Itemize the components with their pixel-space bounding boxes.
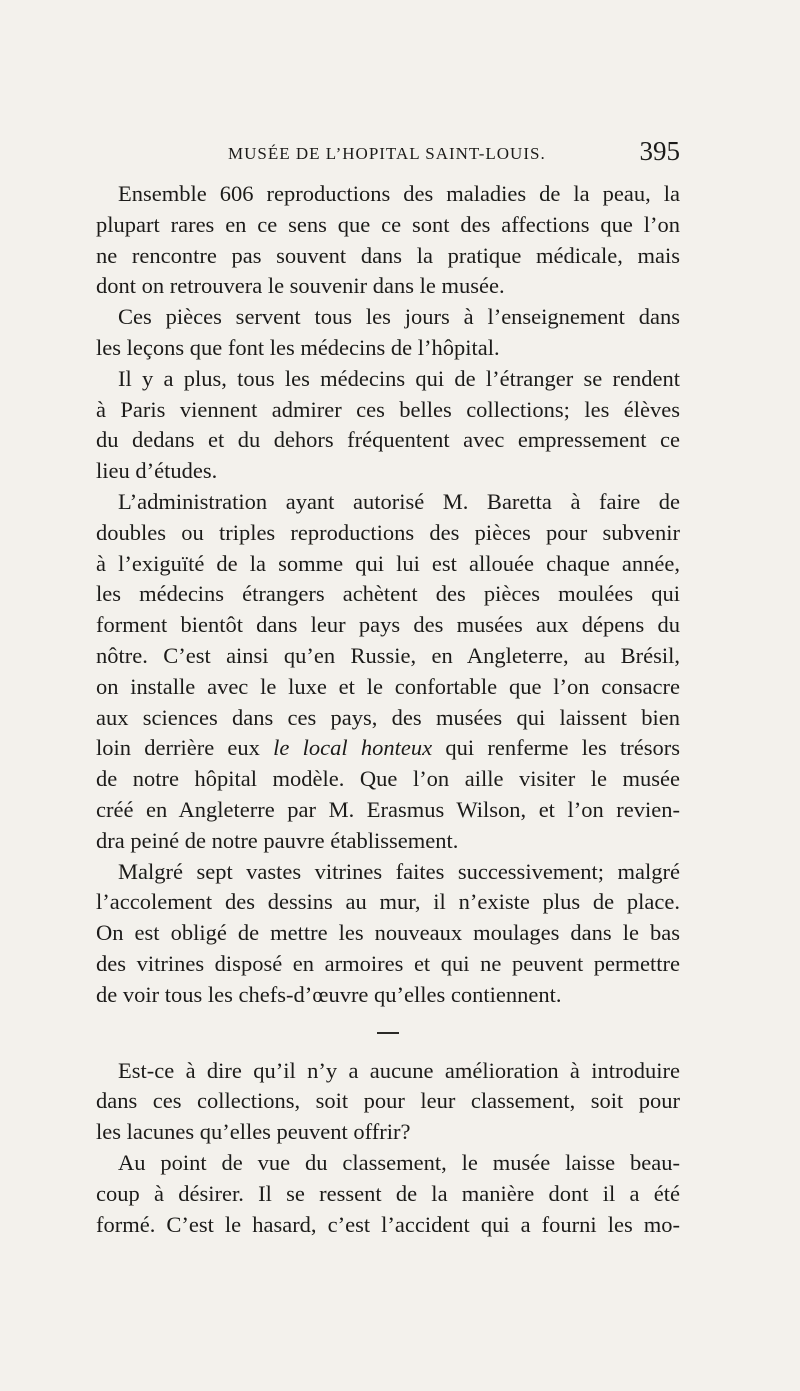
text-line: dra peiné de notre pauvre établissement. — [96, 827, 459, 853]
text-line: forment bientôt dans leur pays des musées aux dépens du — [96, 612, 680, 638]
italic-phrase: le local honteux — [273, 735, 433, 761]
text-line: les lacunes qu’elles peuvent offrir? — [96, 1119, 411, 1145]
text-line: les leçons que font les médecins de l’hôpital. — [96, 334, 500, 360]
text-line: dont on retrouvera le souvenir dans le musée. — [96, 273, 505, 299]
paragraph — [96, 487, 680, 857]
text-run: qui renferme les trésors — [432, 735, 681, 761]
text-line: créé en Angleterre par M. Erasmus Wilson, et l’on revien- — [96, 796, 680, 822]
paragraph — [96, 1056, 680, 1148]
text-line: ne rencontre pas souvent dans la pratique médicale, mais — [96, 242, 680, 268]
section-separator — [377, 1032, 399, 1034]
text-line: Il y a plus, tous les médecins qui de l’étranger se rendent — [118, 365, 680, 391]
text-line: aux sciences dans ces pays, des musées qui laissent bien — [96, 704, 680, 730]
text-line: des vitrines disposé en armoires et qui ne peuvent permettre — [96, 950, 680, 976]
text-line — [96, 733, 680, 764]
text-line: Ensemble 606 reproductions des maladies de la peau, la — [118, 181, 680, 206]
text-line: lieu d’études. — [96, 458, 218, 484]
text-line: L’administration ayant autorisé M. Baretta à faire de — [118, 488, 680, 514]
text-line: de voir tous les chefs-d’œuvre qu’elles contiennent. — [96, 981, 562, 1007]
text-line: Est-ce à dire qu’il n’y a aucune amélioration à introduire — [118, 1057, 680, 1083]
text-line: Au point de vue du classement, le musée laisse beau- — [118, 1149, 680, 1175]
text-line: on installe avec le luxe et le confortable que l’on consacre — [96, 673, 680, 699]
page-number: 395 — [639, 136, 680, 166]
body-text — [96, 179, 680, 1240]
page-header — [96, 136, 680, 172]
text-line: dans ces collections, soit pour leur classement, soit pour — [96, 1088, 680, 1114]
text-line: de notre hôpital modèle. Que l’on aille visiter le musée — [96, 766, 680, 792]
text-line: les médecins étrangers achètent des pièces moulées qui — [96, 581, 680, 607]
running-title: MUSÉE DE L’HOPITAL SAINT-LOUIS. — [228, 144, 546, 163]
text-line: doubles ou triples reproductions des pièces pour subvenir — [96, 519, 680, 545]
text-line: coup à désirer. Il se ressent de la manière dont il a été — [96, 1180, 680, 1206]
text-line: du dedans et du dehors fréquentent avec empressement ce — [96, 427, 680, 453]
text-line: à Paris viennent admirer ces belles collections; les élèves — [96, 396, 680, 422]
text-run: loin derrière eux — [96, 735, 274, 761]
text-line: à l’exiguïté de la somme qui lui est allouée chaque année, — [96, 550, 680, 576]
paragraph — [96, 364, 680, 487]
text-line: Malgré sept vastes vitrines faites successivement; malgré — [118, 858, 680, 884]
text-line: l’accolement des dessins au mur, il n’existe plus de place. — [96, 889, 680, 915]
text-line: plupart rares en ce sens que ce sont des affections que l’on — [96, 211, 680, 237]
paragraph — [96, 302, 680, 364]
paragraph — [96, 1148, 680, 1240]
paragraph — [96, 857, 680, 1011]
text-line: On est obligé de mettre les nouveaux moulages dans le bas — [96, 920, 680, 946]
text-line: nôtre. C’est ainsi qu’en Russie, en Angleterre, au Brésil, — [96, 642, 680, 668]
paragraph — [96, 179, 680, 302]
text-line: Ces pièces servent tous les jours à l’enseignement dans — [118, 304, 680, 330]
text-line: formé. C’est le hasard, c’est l’accident qui a fourni les mo- — [96, 1211, 680, 1237]
